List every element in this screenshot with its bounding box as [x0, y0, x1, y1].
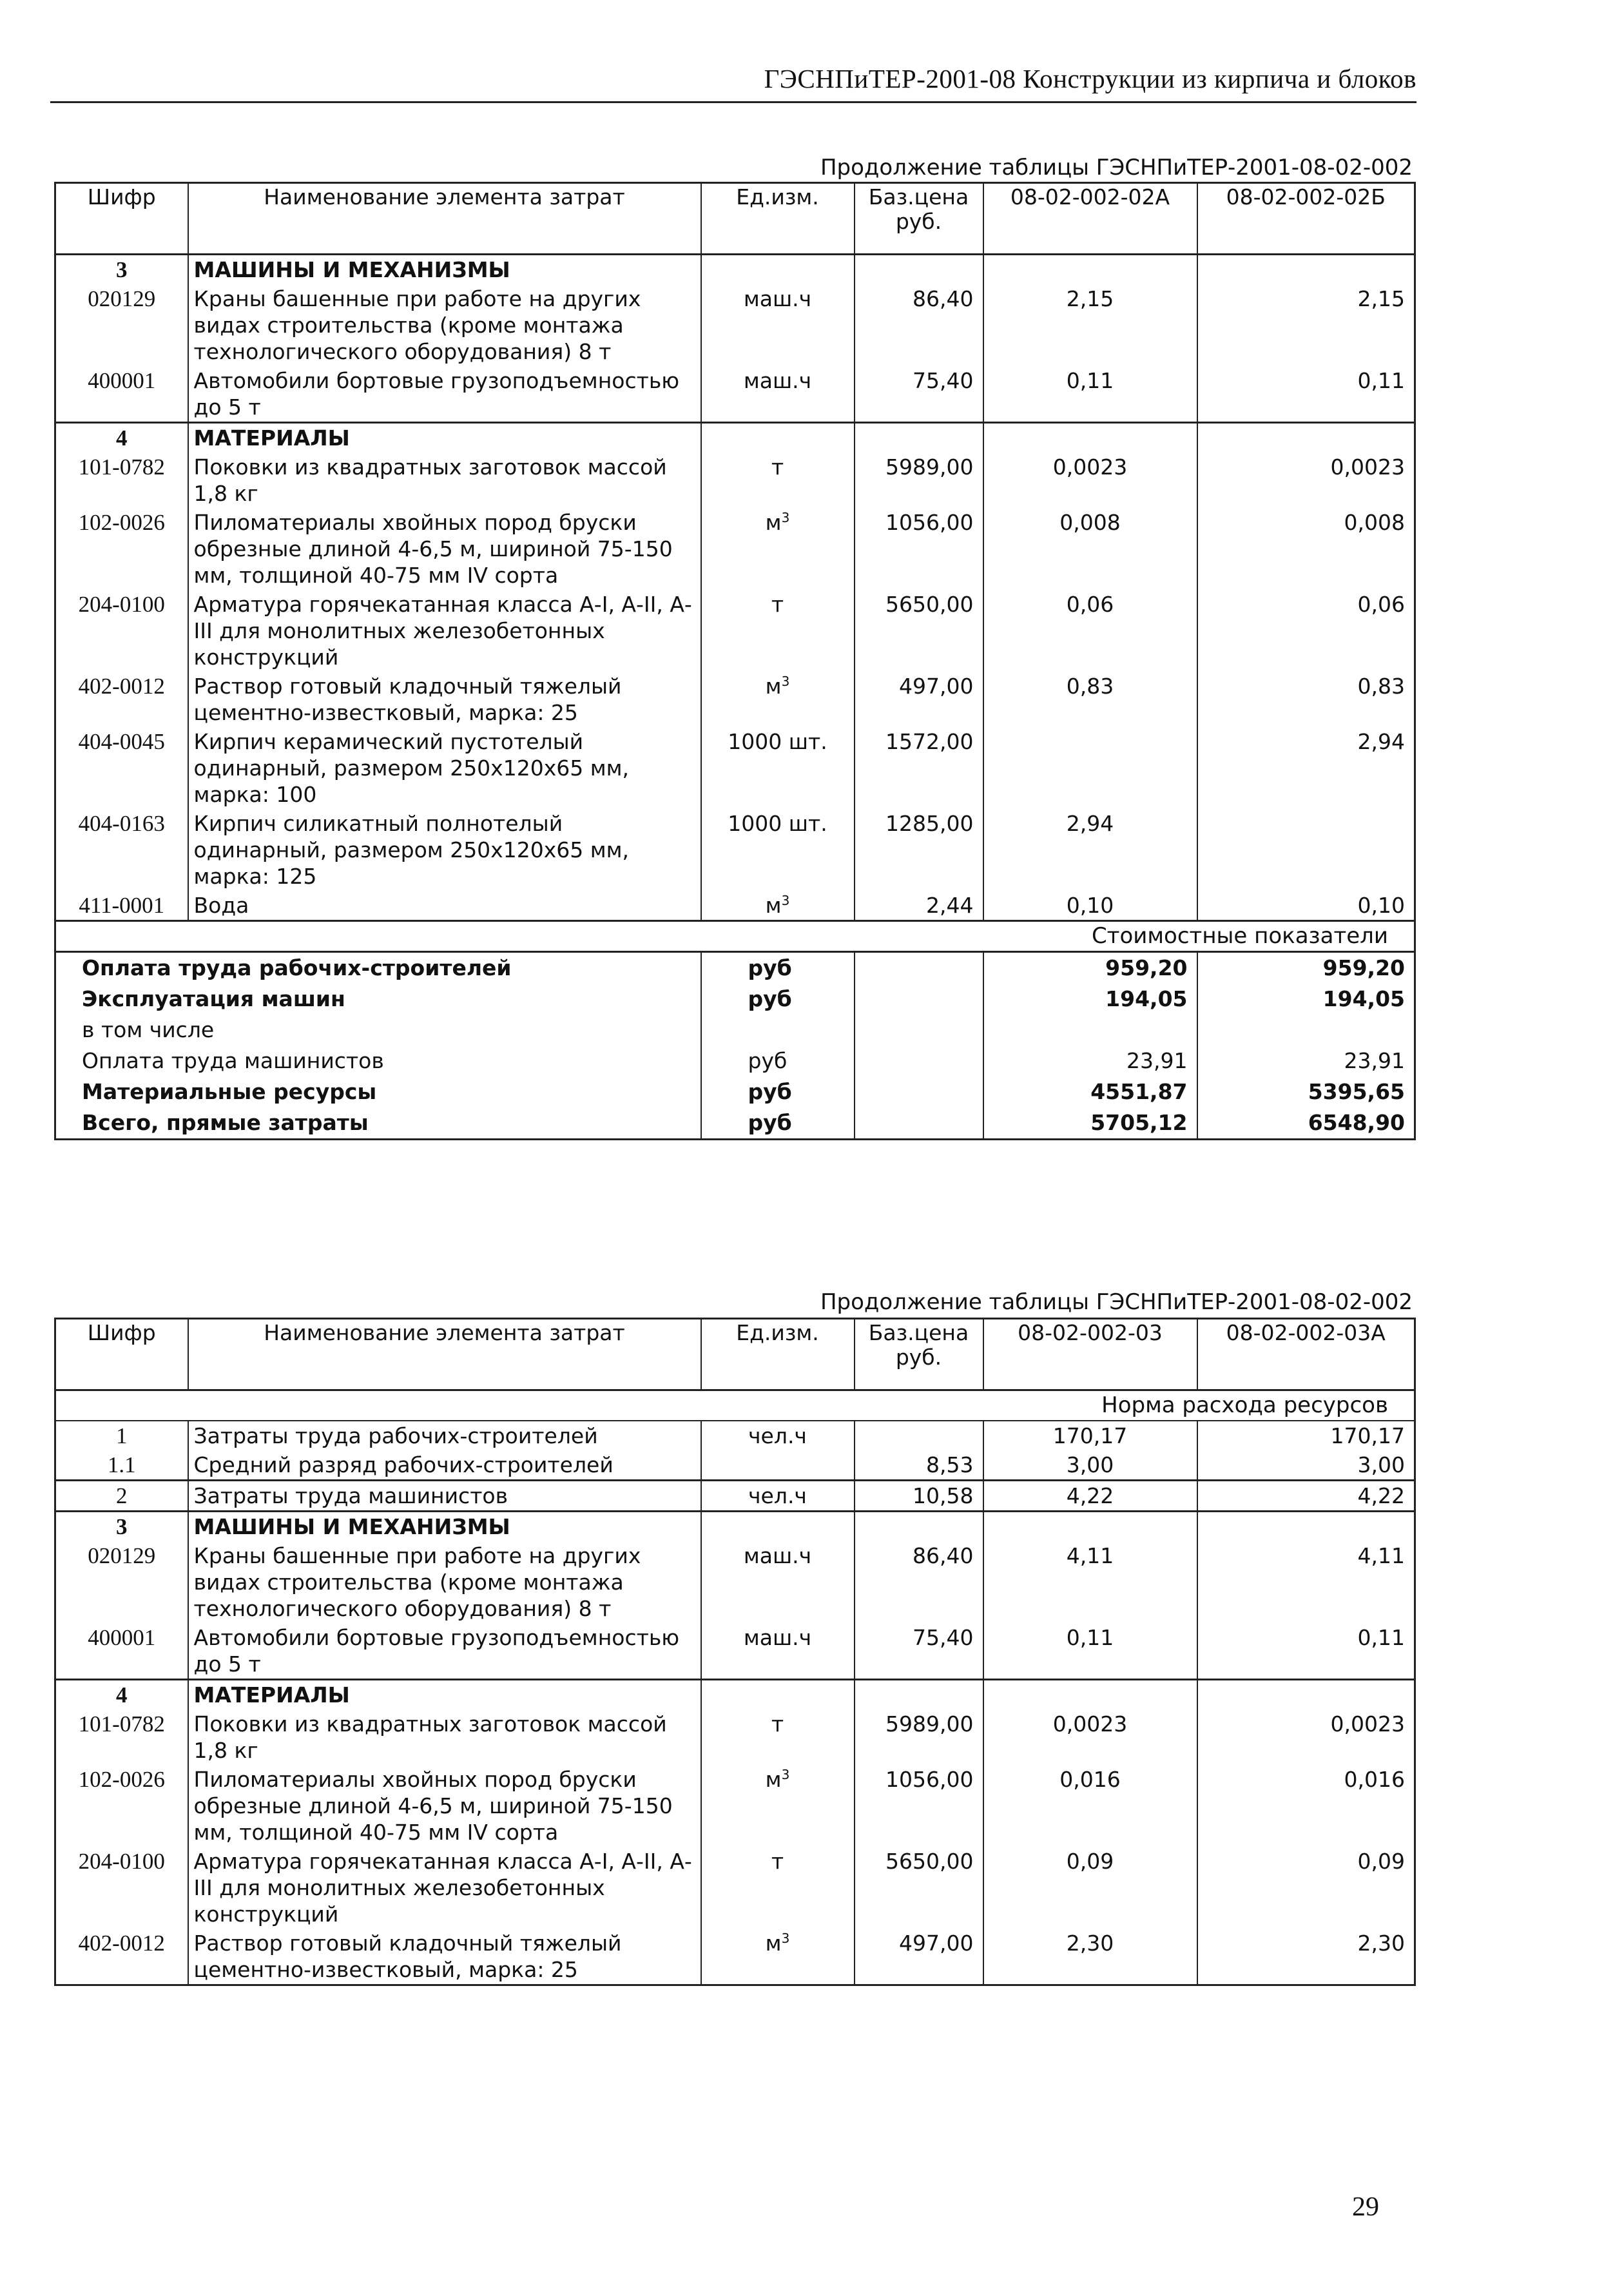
totals-empty: [855, 1076, 983, 1107]
totals-name: Эксплуатация машин: [55, 984, 701, 1015]
row-base-price: [855, 1512, 983, 1542]
totals-row: [55, 1015, 1415, 1046]
row-norm-a: [983, 423, 1197, 453]
row-norm-b: [1197, 1512, 1415, 1542]
col-header-price: Баз.цена руб.: [855, 1319, 983, 1390]
table-row: [55, 891, 1415, 921]
totals-unit: [701, 1015, 855, 1046]
row-norm-b: [1197, 809, 1415, 891]
totals-norm-a: 194,05: [983, 984, 1197, 1015]
row-base-price: 5650,00: [855, 1847, 983, 1929]
row-code: 4: [55, 1680, 188, 1710]
row-norm-b: [1197, 1680, 1415, 1710]
table-row: [55, 284, 1415, 366]
row-norm-b: 4,22: [1197, 1481, 1415, 1512]
row-base-price: 1572,00: [855, 727, 983, 809]
row-name: Раствор готовый кладочный тяжелый цементно-известковый, марка: 25: [188, 672, 701, 727]
row-code: 411-0001: [55, 891, 188, 921]
norm-label-row: [55, 1390, 1415, 1421]
row-unit: $м^3$: [701, 508, 855, 590]
row-norm-b: 0,06: [1197, 590, 1415, 672]
table-row: [55, 366, 1415, 423]
row-code: 402-0012: [55, 1929, 188, 1985]
row-norm-a: [983, 1512, 1197, 1542]
page-number: 29: [1352, 2192, 1379, 2222]
row-base-price: 5989,00: [855, 453, 983, 508]
row-norm-b: 0,016: [1197, 1765, 1415, 1847]
row-base-price: 10,58: [855, 1481, 983, 1512]
totals-empty: [855, 1107, 983, 1140]
row-name: Кирпич силикатный полнотелый одинарный, размером 250х120х65 мм, марка: 125: [188, 809, 701, 891]
totals-norm-a: [983, 1015, 1197, 1046]
row-norm-b: 0,83: [1197, 672, 1415, 727]
col-header-name: Наименование элемента затрат: [188, 183, 701, 255]
section-row: [55, 423, 1415, 453]
totals-norm-a: 4551,87: [983, 1076, 1197, 1107]
table-row: [55, 590, 1415, 672]
row-unit: т: [701, 1709, 855, 1765]
row-name: Пиломатериалы хвойных пород бруски обрезные длиной 4-6,5 м, шириной 75-150 мм, толщиной 40-75 мм IV сорта: [188, 1765, 701, 1847]
col-header-name: Наименование элемента затрат: [188, 1319, 701, 1390]
table-row: [55, 1541, 1415, 1623]
row-code: 400001: [55, 1623, 188, 1680]
row-name: Арматура горячекатанная класса А-I, А-II, А-III для монолитных железобетонных конструкций: [188, 1847, 701, 1929]
row-code: 102-0026: [55, 508, 188, 590]
norm-label: Норма расхода ресурсов: [55, 1390, 1415, 1421]
section-row: [55, 1512, 1415, 1542]
row-base-price: 5650,00: [855, 590, 983, 672]
row-code: 101-0782: [55, 1709, 188, 1765]
row-name: Средний разряд рабочих-строителей: [188, 1450, 701, 1481]
table2-header-row: [55, 1319, 1415, 1390]
row-unit: [701, 1450, 855, 1481]
row-base-price: 1056,00: [855, 1765, 983, 1847]
row-unit: маш.ч: [701, 366, 855, 423]
table-row: [55, 672, 1415, 727]
section-row: [55, 255, 1415, 285]
row-base-price: 497,00: [855, 672, 983, 727]
row-unit: [701, 423, 855, 453]
row-code: 404-0045: [55, 727, 188, 809]
row-norm-a: 0,008: [983, 508, 1197, 590]
row-name: МАТЕРИАЛЫ: [188, 1680, 701, 1710]
row-norm-a: 0,10: [983, 891, 1197, 921]
totals-empty: [855, 952, 983, 984]
row-base-price: 8,53: [855, 1450, 983, 1481]
row-code: 102-0026: [55, 1765, 188, 1847]
col-header-norm-a: 08-02-002-03: [983, 1319, 1197, 1390]
row-norm-b: 0,10: [1197, 891, 1415, 921]
col-header-code: Шифр: [55, 1319, 188, 1390]
totals-norm-b: 959,20: [1197, 952, 1415, 984]
row-norm-a: 0,06: [983, 590, 1197, 672]
row-norm-b: 0,11: [1197, 1623, 1415, 1680]
totals-norm-a: 5705,12: [983, 1107, 1197, 1140]
col-header-norm-b: 08-02-002-03А: [1197, 1319, 1415, 1390]
row-base-price: [855, 1421, 983, 1450]
running-header-title: ГЭСНПиТЕР-2001-08 Конструкции из кирпича и блоков: [764, 64, 1416, 93]
totals-unit: руб: [701, 952, 855, 984]
row-base-price: 5989,00: [855, 1709, 983, 1765]
row-norm-a: 4,22: [983, 1481, 1197, 1512]
row-unit: маш.ч: [701, 1541, 855, 1623]
totals-unit: руб: [701, 1046, 855, 1076]
unit-superscript: 3: [781, 1767, 790, 1782]
col-header-code: Шифр: [55, 183, 188, 255]
header-rule: [50, 101, 1416, 103]
row-base-price: 75,40: [855, 1623, 983, 1680]
table-row: [55, 727, 1415, 809]
totals-name: в том числе: [55, 1015, 701, 1046]
cost-indicators-label: Стоимостные показатели: [55, 921, 1415, 952]
table-row: [55, 1481, 1415, 1512]
row-unit: [701, 1512, 855, 1542]
unit-superscript: 3: [781, 510, 790, 525]
row-unit: [701, 255, 855, 285]
row-code: 400001: [55, 366, 188, 423]
row-norm-b: [1197, 255, 1415, 285]
table-row: [55, 1421, 1415, 1450]
section-row: [55, 1680, 1415, 1710]
row-unit: чел.ч: [701, 1421, 855, 1450]
row-norm-b: 0,008: [1197, 508, 1415, 590]
row-unit: маш.ч: [701, 284, 855, 366]
row-base-price: 86,40: [855, 284, 983, 366]
row-unit: чел.ч: [701, 1481, 855, 1512]
resource-table-1: [54, 182, 1416, 1140]
totals-row: [55, 1046, 1415, 1076]
table2-continuation-note: Продолжение таблицы ГЭСНПиТЕР-2001-08-02-002: [820, 1289, 1413, 1315]
table-row: [55, 1709, 1415, 1765]
row-unit: т: [701, 590, 855, 672]
row-code: 404-0163: [55, 809, 188, 891]
row-norm-b: 4,11: [1197, 1541, 1415, 1623]
row-name: Раствор готовый кладочный тяжелый цементно-известковый, марка: 25: [188, 1929, 701, 1985]
row-norm-b: 2,15: [1197, 284, 1415, 366]
table-row: [55, 1847, 1415, 1929]
totals-norm-a: 23,91: [983, 1046, 1197, 1076]
row-name: Вода: [188, 891, 701, 921]
table-row: [55, 809, 1415, 891]
row-norm-a: 2,30: [983, 1929, 1197, 1985]
row-code: 020129: [55, 1541, 188, 1623]
totals-row: [55, 984, 1415, 1015]
totals-unit: руб: [701, 1076, 855, 1107]
totals-name: Оплата труда рабочих-строителей: [55, 952, 701, 984]
table-row: [55, 508, 1415, 590]
totals-empty: [855, 984, 983, 1015]
totals-norm-b: 194,05: [1197, 984, 1415, 1015]
row-base-price: 2,44: [855, 891, 983, 921]
row-code: 204-0100: [55, 590, 188, 672]
row-name: Автомобили бортовые грузоподъемностью до 5 т: [188, 366, 701, 423]
row-unit: 1000 шт.: [701, 809, 855, 891]
row-norm-b: [1197, 423, 1415, 453]
table-row: [55, 453, 1415, 508]
row-unit: 1000 шт.: [701, 727, 855, 809]
row-unit: $м^3$: [701, 1929, 855, 1985]
col-header-unit: Ед.изм.: [701, 183, 855, 255]
row-name: Краны башенные при работе на других видах строительства (кроме монтажа технологического оборудования) 8 т: [188, 1541, 701, 1623]
row-base-price: 1056,00: [855, 508, 983, 590]
totals-row: [55, 1107, 1415, 1140]
row-code: 2: [55, 1481, 188, 1512]
row-norm-b: 0,0023: [1197, 1709, 1415, 1765]
totals-empty: [855, 1046, 983, 1076]
unit-superscript: 3: [781, 1931, 790, 1946]
row-name: МАШИНЫ И МЕХАНИЗМЫ: [188, 1512, 701, 1542]
totals-unit: руб: [701, 984, 855, 1015]
table2-body: [55, 1390, 1415, 1985]
cost-indicators-row: [55, 921, 1415, 952]
row-norm-b: 2,94: [1197, 727, 1415, 809]
row-code: 3: [55, 1512, 188, 1542]
table1-body: [55, 255, 1415, 921]
table-row: [55, 1765, 1415, 1847]
row-unit: $м^3$: [701, 1765, 855, 1847]
row-norm-b: 170,17: [1197, 1421, 1415, 1450]
row-norm-a: 0,83: [983, 672, 1197, 727]
row-base-price: 497,00: [855, 1929, 983, 1985]
row-code: 101-0782: [55, 453, 188, 508]
totals-name: Оплата труда машинистов: [55, 1046, 701, 1076]
row-norm-b: 0,0023: [1197, 453, 1415, 508]
row-name: Кирпич керамический пустотелый одинарный, размером 250х120х65 мм, марка: 100: [188, 727, 701, 809]
totals-norm-b: 6548,90: [1197, 1107, 1415, 1140]
table-row: [55, 1450, 1415, 1481]
row-norm-a: 0,0023: [983, 453, 1197, 508]
table-row: [55, 1929, 1415, 1985]
row-norm-a: 3,00: [983, 1450, 1197, 1481]
row-name: Арматура горячекатанная класса А-I, А-II, А-III для монолитных железобетонных конструкций: [188, 590, 701, 672]
row-name: Поковки из квадратных заготовок массой 1,8 кг: [188, 453, 701, 508]
totals-name: Всего, прямые затраты: [55, 1107, 701, 1140]
totals-norm-b: 5395,65: [1197, 1076, 1415, 1107]
row-unit: т: [701, 1847, 855, 1929]
row-base-price: 75,40: [855, 366, 983, 423]
row-name: Пиломатериалы хвойных пород бруски обрезные длиной 4-6,5 м, шириной 75-150 мм, толщиной 40-75 мм IV сорта: [188, 508, 701, 590]
row-base-price: [855, 423, 983, 453]
col-header-unit: Ед.изм.: [701, 1319, 855, 1390]
table-row: [55, 1623, 1415, 1680]
row-name: Затраты труда машинистов: [188, 1481, 701, 1512]
row-norm-a: 2,15: [983, 284, 1197, 366]
resource-table-2: [54, 1318, 1416, 1986]
row-code: 4: [55, 423, 188, 453]
row-unit: маш.ч: [701, 1623, 855, 1680]
row-code: 1: [55, 1421, 188, 1450]
row-name: Краны башенные при работе на других видах строительства (кроме монтажа технологического оборудования) 8 т: [188, 284, 701, 366]
table1-totals: [55, 921, 1415, 1140]
totals-unit: руб: [701, 1107, 855, 1140]
col-header-price: Баз.цена руб.: [855, 183, 983, 255]
row-unit: $м^3$: [701, 891, 855, 921]
totals-row: [55, 952, 1415, 984]
row-name: Автомобили бортовые грузоподъемностью до 5 т: [188, 1623, 701, 1680]
totals-row: [55, 1076, 1415, 1107]
row-unit: т: [701, 453, 855, 508]
row-norm-a: 4,11: [983, 1541, 1197, 1623]
totals-norm-a: 959,20: [983, 952, 1197, 984]
running-header: [50, 57, 1416, 103]
row-name: Поковки из квадратных заготовок массой 1,8 кг: [188, 1709, 701, 1765]
row-norm-a: 0,0023: [983, 1709, 1197, 1765]
totals-name: Материальные ресурсы: [55, 1076, 701, 1107]
row-code: 402-0012: [55, 672, 188, 727]
row-base-price: 86,40: [855, 1541, 983, 1623]
row-norm-a: 0,11: [983, 1623, 1197, 1680]
row-norm-a: 2,94: [983, 809, 1197, 891]
totals-empty: [855, 1015, 983, 1046]
row-base-price: [855, 1680, 983, 1710]
row-norm-a: 0,11: [983, 366, 1197, 423]
row-unit: $м^3$: [701, 672, 855, 727]
row-code: 1.1: [55, 1450, 188, 1481]
row-norm-a: [983, 727, 1197, 809]
col-header-norm-a: 08-02-002-02А: [983, 183, 1197, 255]
row-code: 3: [55, 255, 188, 285]
col-header-norm-b: 08-02-002-02Б: [1197, 183, 1415, 255]
row-norm-b: 0,09: [1197, 1847, 1415, 1929]
row-norm-a: [983, 255, 1197, 285]
row-name: Затраты труда рабочих-строителей: [188, 1421, 701, 1450]
row-code: 020129: [55, 284, 188, 366]
row-norm-b: 2,30: [1197, 1929, 1415, 1985]
row-norm-b: 0,11: [1197, 366, 1415, 423]
unit-superscript: 3: [781, 893, 790, 908]
row-norm-a: [983, 1680, 1197, 1710]
table1-header-row: [55, 183, 1415, 255]
row-base-price: [855, 255, 983, 285]
row-norm-a: 0,016: [983, 1765, 1197, 1847]
row-code: 204-0100: [55, 1847, 188, 1929]
row-norm-a: 0,09: [983, 1847, 1197, 1929]
row-norm-b: 3,00: [1197, 1450, 1415, 1481]
row-name: МАТЕРИАЛЫ: [188, 423, 701, 453]
row-base-price: 1285,00: [855, 809, 983, 891]
totals-norm-b: [1197, 1015, 1415, 1046]
row-name: МАШИНЫ И МЕХАНИЗМЫ: [188, 255, 701, 285]
table1-continuation-note: Продолжение таблицы ГЭСНПиТЕР-2001-08-02-002: [820, 155, 1413, 180]
row-norm-a: 170,17: [983, 1421, 1197, 1450]
totals-norm-b: 23,91: [1197, 1046, 1415, 1076]
row-unit: [701, 1680, 855, 1710]
unit-superscript: 3: [781, 674, 790, 689]
